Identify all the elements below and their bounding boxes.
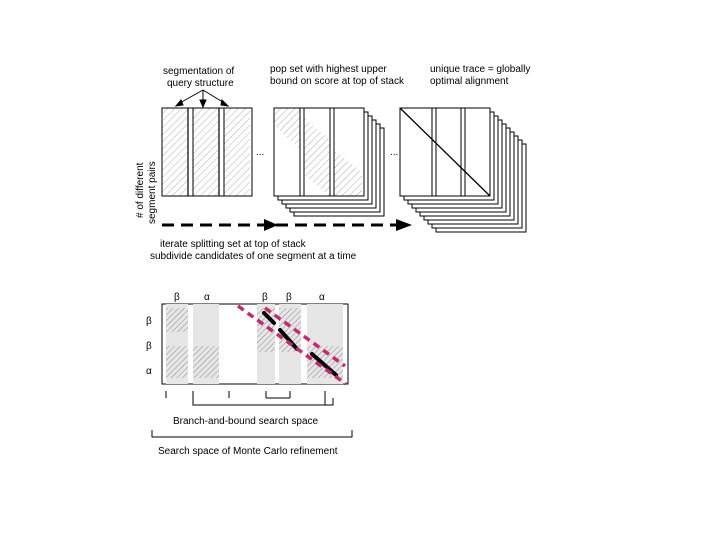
monte-carlo-bracket bbox=[152, 430, 352, 437]
iterate-label-line-2: subdivide candidates of one segment at a time bbox=[150, 251, 357, 262]
bottom-diagram bbox=[146, 292, 352, 457]
initial-matrix bbox=[162, 108, 252, 196]
col-label-1: β bbox=[174, 292, 180, 303]
branch-and-bound-label: Branch-and-bound search space bbox=[173, 416, 319, 427]
segmentation-label-line-1: segmentation of bbox=[163, 66, 235, 77]
branch-and-bound-bracket bbox=[166, 391, 333, 405]
final-matrix-stack bbox=[400, 108, 526, 232]
segmentation-label-line-2: query structure bbox=[167, 78, 234, 89]
col-label-2: α bbox=[204, 292, 210, 303]
row-label-2: β bbox=[146, 341, 152, 352]
pop-set-label-line-2: bound on score at top of stack bbox=[270, 76, 404, 87]
col-label-3: β bbox=[262, 292, 268, 303]
ellipsis-2: ... bbox=[390, 147, 399, 158]
col-label-4: β bbox=[286, 292, 292, 303]
unique-trace-label-line-1: unique trace = globally bbox=[430, 64, 531, 75]
row-label-3: α bbox=[146, 366, 152, 377]
iterate-arrow bbox=[162, 219, 412, 231]
segment-pairs-label bbox=[135, 161, 158, 224]
pop-set-label-line-1: pop set with highest upper bbox=[270, 64, 387, 75]
matrix-stack bbox=[274, 108, 384, 216]
svg-text:segment pairs: segment pairs bbox=[147, 161, 158, 224]
unique-trace-label-line-2: optimal alignment bbox=[430, 76, 509, 87]
monte-carlo-label: Search space of Monte Carlo refinement bbox=[158, 446, 338, 457]
col-label-5: α bbox=[319, 292, 325, 303]
svg-text:# of different: # of different bbox=[135, 162, 146, 218]
top-diagram bbox=[135, 64, 530, 262]
iterate-label-line-1: iterate splitting set at top of stack bbox=[160, 239, 306, 250]
segmentation-arrows bbox=[176, 90, 228, 107]
row-label-1: β bbox=[146, 316, 152, 327]
ellipsis-1: ... bbox=[256, 147, 265, 158]
